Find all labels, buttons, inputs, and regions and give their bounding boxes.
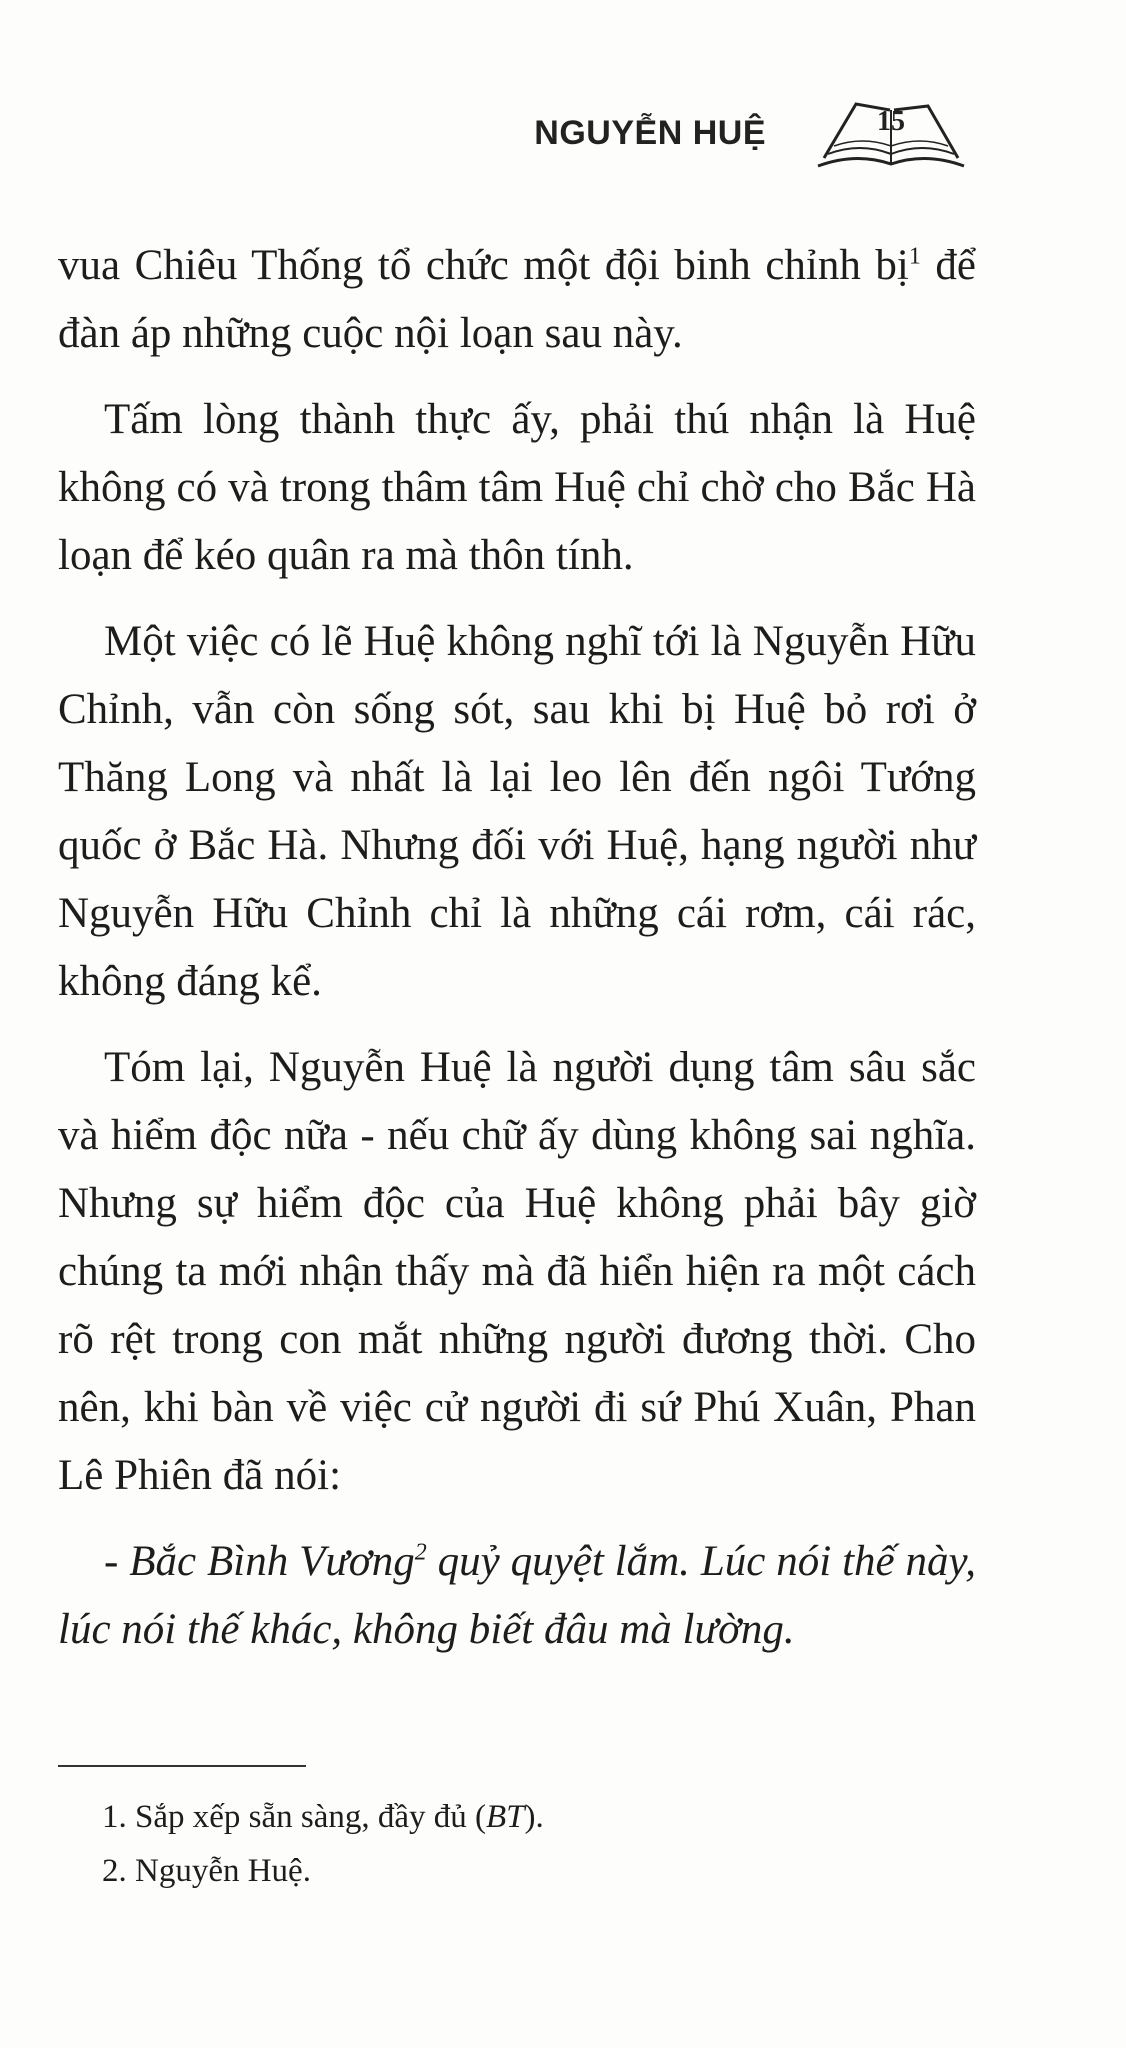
footnote-text: 1. Sắp xếp sẵn sàng, đầy đủ (	[102, 1799, 487, 1835]
footnote-ref-1: 1	[908, 243, 921, 270]
paragraph-text: vua Chiêu Thống tổ chức một đội binh chỉnh bị	[58, 242, 909, 289]
paragraph-3: Một việc có lẽ Huệ không nghĩ tới là Nguyễn Hữu Chỉnh, vẫn còn sống sót, sau khi bị Huệ bỏ rơi ở Thăng Long và nhất là lại leo lên đến ngôi Tướng quốc ở Bắc Hà. Nhưng đối với Huệ, hạng người như Nguyễn Hữu Chỉnh chỉ là những cái rơm, cái rác, không đáng kể.	[58, 618, 976, 1005]
body-text	[58, 232, 976, 1682]
paragraph-2: Tấm lòng thành thực ấy, phải thú nhận là Huệ không có và trong thâm tâm Huệ chỉ chờ cho Bắc Hà loạn để kéo quân ra mà thôn tính.	[58, 396, 976, 579]
footnote-italic: BT	[486, 1799, 525, 1835]
quote-text-tail: quỷ quyệt lắm. Lúc nói thế này, lúc nói thế khác, không biết đâu mà lường.	[58, 1538, 976, 1653]
running-title: NGUYỄN HUỆ	[534, 113, 766, 152]
quote-text: - Bắc Bình Vương	[104, 1538, 415, 1585]
footnotes	[102, 1790, 544, 1898]
footnote-1	[102, 1790, 544, 1844]
footnote-ref-2: 2	[414, 1539, 427, 1566]
paragraph-text-tail: để đàn áp những cuộc nội loạn sau này.	[58, 242, 976, 357]
page-header	[534, 96, 966, 170]
footnote-divider	[58, 1765, 306, 1767]
paragraph-1	[58, 232, 976, 368]
open-book-icon	[816, 96, 966, 170]
quote-paragraph	[58, 1528, 976, 1664]
page-number: 15	[877, 106, 905, 137]
paragraph-4: Tóm lại, Nguyễn Huệ là người dụng tâm sâu sắc và hiểm độc nữa - nếu chữ ấy dùng không sai nghĩa. Nhưng sự hiểm độc của Huệ không phải bây giờ chúng ta mới nhận thấy mà đã hiển hiện ra một cách rõ rệt trong con mắt những người đương thời. Cho nên, khi bàn về việc cử người đi sứ Phú Xuân, Phan Lê Phiên đã nói:	[58, 1044, 976, 1499]
footnote-tail: ).	[524, 1799, 544, 1835]
footnote-2: 2. Nguyễn Huệ.	[102, 1853, 311, 1889]
